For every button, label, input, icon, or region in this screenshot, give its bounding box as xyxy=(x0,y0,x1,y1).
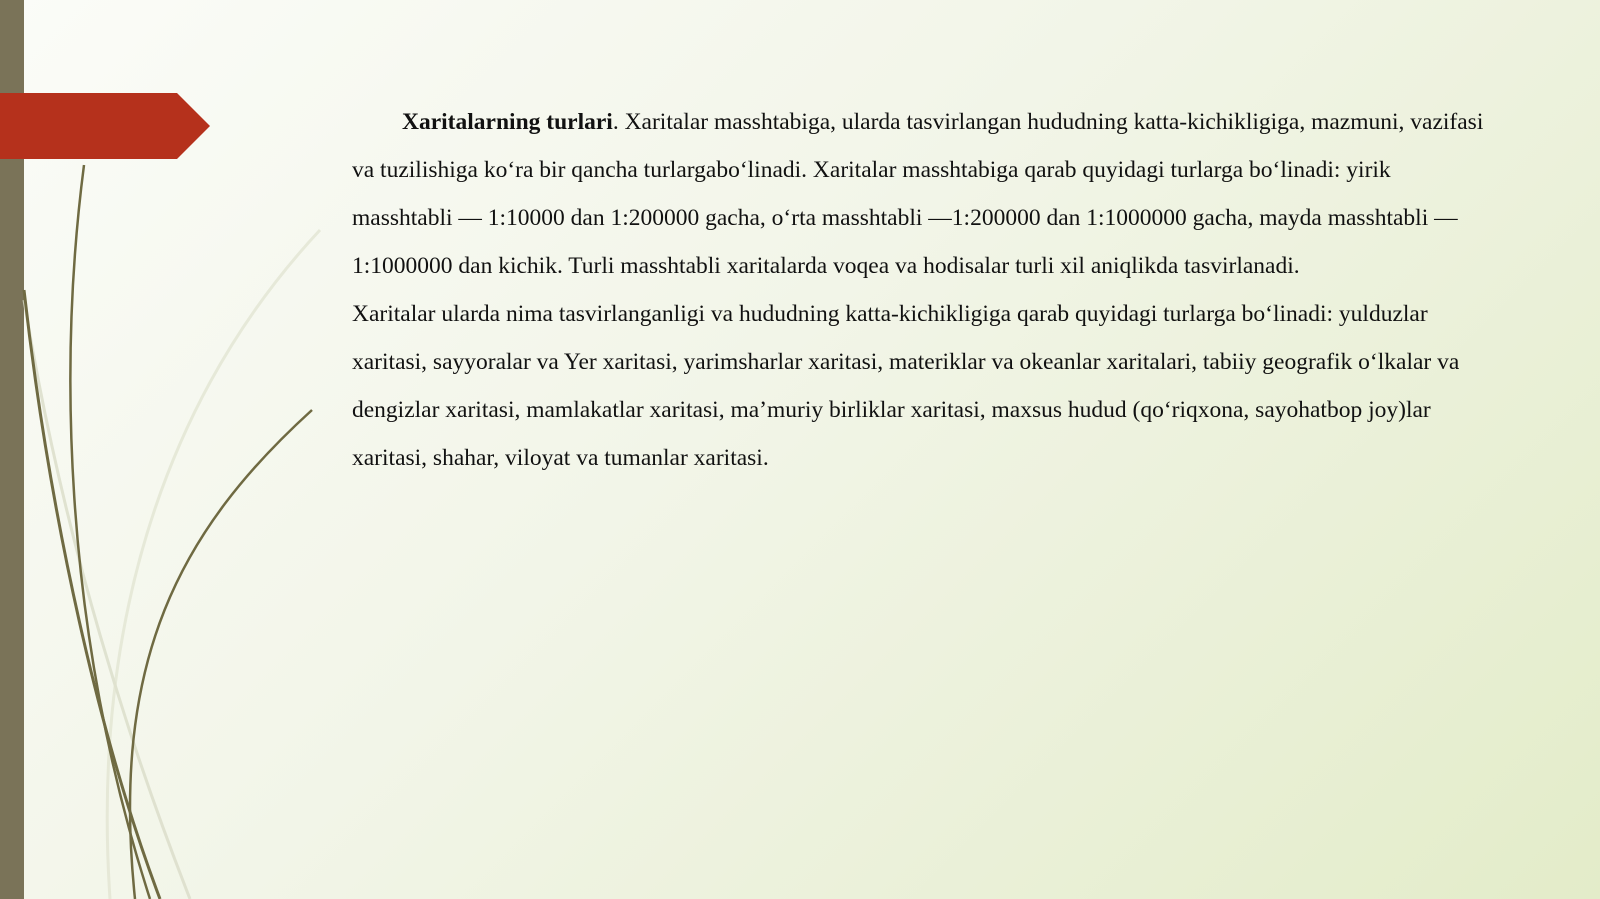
paragraph-map-types xyxy=(352,98,1492,290)
red-arrow-tab xyxy=(0,93,210,159)
paragraph-map-content-types: Xaritalar ularda nima tasvirlanganligi va hududning katta-kichikligiga qarab quyidagi turlarga bo‘linadi: yulduzlar xaritasi, sayyoralar va Yer xaritasi, yarimsharlar xaritasi, materiklar va okeanlar xaritalari, tabiiy geografik o‘lkalar va dengizlar xaritasi, mamlakatlar xaritasi, ma’muriy birliklar xaritasi, maxsus hudud (qo‘riqxona, sayohatbop joy)lar xaritasi, shahar, viloyat va tumanlar xaritasi. xyxy=(352,301,1460,471)
lead-term: Xaritalarning turlari xyxy=(402,109,613,135)
paragraph1-text: . Xaritalar masshtabiga, ularda tasvirlangan hududning katta-kichikligiga, mazmuni, vazifasi va tuzilishiga ko‘ra bir qancha turlargabo‘linadi. Xaritalar masshtabiga qarab quyidagi turlarga bo‘linadi: yirik masshtabli — 1:10000 dan 1:200000 gacha, o‘rta masshtabli —1:200000 dan 1:1000000 gacha, mayda masshtabli — 1:1000000 dan kichik. Turli masshtabli xaritalarda voqea va hodisalar turli xil aniqlikda tasvirlanadi. xyxy=(352,109,1484,279)
slide-text-body xyxy=(352,98,1492,482)
